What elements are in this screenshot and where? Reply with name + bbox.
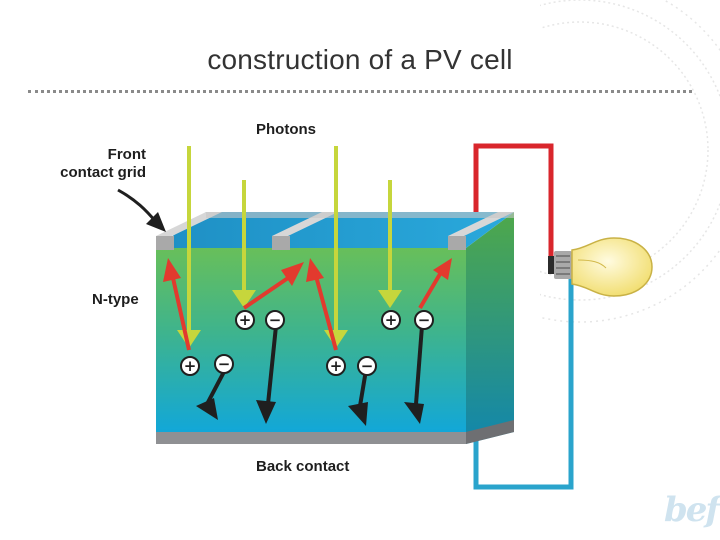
front-contact-label-line1: Front	[107, 146, 146, 163]
back-contact-label: Back contact	[256, 458, 350, 475]
back-contact-layer	[156, 432, 466, 444]
electron-charge	[358, 357, 376, 375]
slide-title: construction of a PV cell	[207, 44, 513, 75]
electron-charge	[215, 355, 233, 373]
hole-symbol: +	[329, 357, 343, 375]
bef-logo: bef	[664, 490, 719, 530]
electron-charge	[415, 311, 433, 329]
front-contact-grid-label	[30, 146, 146, 182]
light-bulb-icon	[548, 238, 652, 296]
electron-charge	[266, 311, 284, 329]
front-contact-pointer-arrow	[118, 190, 166, 232]
hole-charge	[327, 357, 345, 375]
hole-symbol: +	[384, 311, 398, 329]
hole-charge	[382, 311, 400, 329]
hole-symbol: +	[183, 357, 197, 375]
electron-symbol: −	[417, 311, 431, 329]
front-contact-label-line2: contact grid	[60, 164, 146, 181]
n-type-label: N-type	[92, 291, 139, 308]
photons-label: Photons	[256, 121, 316, 138]
electron-symbol: −	[217, 355, 231, 373]
cell-side-face	[466, 212, 514, 444]
hole-charge	[236, 311, 254, 329]
electron-symbol: −	[360, 357, 374, 375]
electron-symbol: −	[268, 311, 282, 329]
hole-symbol: +	[238, 311, 252, 329]
hole-charge	[181, 357, 199, 375]
